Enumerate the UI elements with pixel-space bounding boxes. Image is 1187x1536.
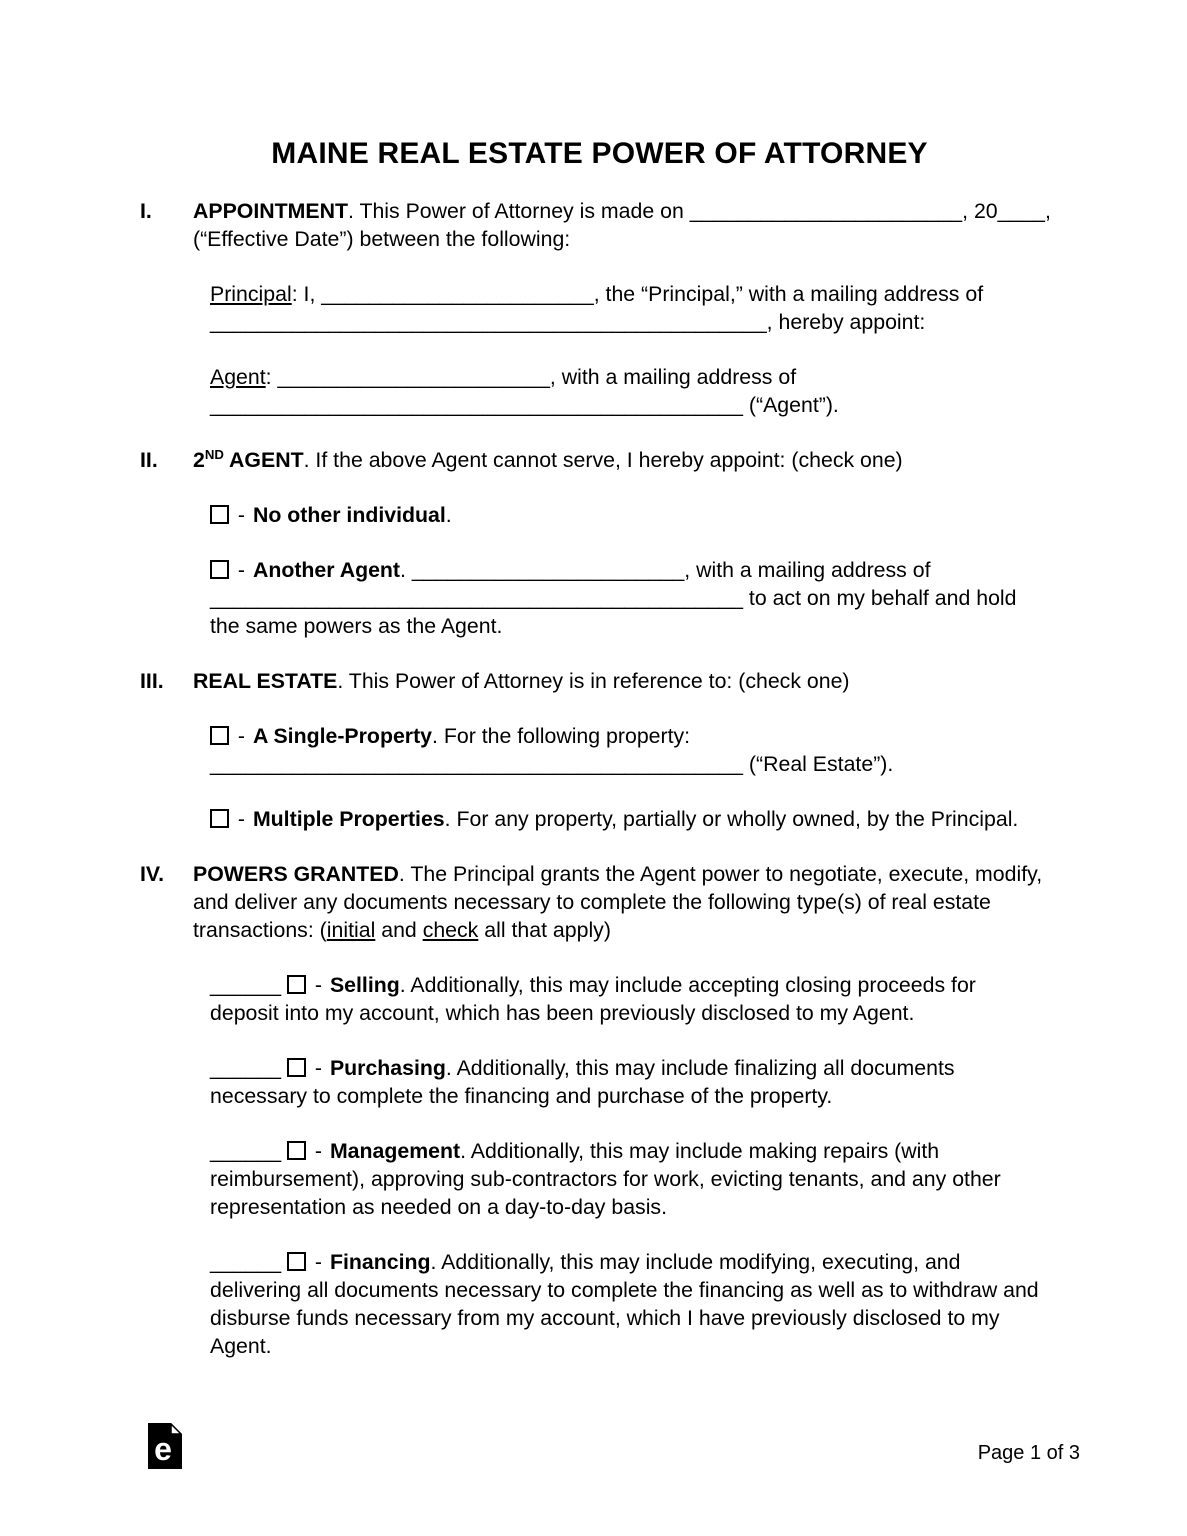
- initial-underlined-word: initial: [326, 918, 376, 942]
- power-item-selling: [210, 971, 1048, 1027]
- option-label: Multiple Properties: [252, 807, 445, 831]
- section-label: APPOINTMENT: [193, 199, 348, 223]
- section-second-agent: [140, 446, 1059, 667]
- powers-text: all that apply): [478, 918, 611, 942]
- option-label: A Single-Property: [252, 724, 433, 748]
- checkbox-icon[interactable]: [210, 505, 229, 524]
- section-label: 2: [193, 448, 205, 472]
- section-numeral: IV.: [140, 862, 165, 886]
- option-text: . Additionally, this may include accepting closing proceeds for deposit into my account, which has been previously disclosed to my Agent.: [210, 973, 976, 1025]
- option-label: Financing: [329, 1250, 431, 1274]
- section-label: REAL ESTATE: [193, 669, 338, 693]
- option-label: Management: [329, 1139, 461, 1163]
- agent-text: : _______________________, with a mailing address of _____________________________________________ (“Agent”).: [210, 365, 839, 417]
- second-agent-heading: [193, 446, 1059, 474]
- second-agent-text: . If the above Agent cannot serve, I hereby appoint: (check one): [303, 448, 903, 472]
- checkbox-icon[interactable]: [287, 975, 306, 994]
- checkbox-icon[interactable]: [287, 1252, 306, 1271]
- section-label: POWERS GRANTED: [193, 862, 399, 886]
- real-estate-text: . This Power of Attorney is in reference to: (check one): [337, 669, 850, 693]
- option-text: . Additionally, this may include making repairs (with reimbursement), approving sub-contractors for work, evicting tenants, and any other representation as needed on a day-to-day basis.: [210, 1139, 1001, 1219]
- powers-granted-heading: [193, 860, 1059, 944]
- powers-text: and: [375, 918, 423, 942]
- power-item-purchasing: [210, 1054, 1048, 1110]
- ordinal-suffix: ND: [204, 446, 224, 462]
- dash-separator: -: [237, 503, 246, 527]
- initials-blank-field[interactable]: ______: [210, 1250, 282, 1274]
- dash-separator: -: [314, 1250, 323, 1274]
- appointment-text: . This Power of Attorney is made on _______________________, 20____, (“Effective Date”) between the following:: [193, 199, 1051, 251]
- option-label: No other individual: [252, 503, 446, 527]
- dash-separator: -: [314, 973, 323, 997]
- initials-blank-field[interactable]: ______: [210, 1139, 282, 1163]
- appointment-heading: [193, 197, 1059, 253]
- checkbox-icon[interactable]: [287, 1058, 306, 1077]
- agent-term: Agent: [210, 365, 266, 389]
- dash-separator: -: [314, 1139, 323, 1163]
- option-no-other-individual: [210, 501, 1048, 529]
- option-label: Another Agent: [252, 558, 401, 582]
- dash-separator: -: [237, 807, 246, 831]
- option-text: .: [445, 503, 452, 527]
- real-estate-heading: [193, 667, 1059, 695]
- initials-blank-field[interactable]: ______: [210, 973, 282, 997]
- option-text: . Additionally, this may include finalizing all documents necessary to complete the financing and purchase of the property.: [210, 1056, 955, 1108]
- section-numeral: III.: [140, 669, 164, 693]
- option-text: . For any property, partially or wholly owned, by the Principal.: [444, 807, 1019, 831]
- dash-separator: -: [237, 558, 246, 582]
- option-text: . For the following property: _____________________________________________ (“Real Estate”).: [210, 724, 894, 776]
- paragraph-agent: [210, 363, 1048, 419]
- document-title: MAINE REAL ESTATE POWER OF ATTORNEY: [271, 137, 928, 170]
- power-item-financing: [210, 1248, 1048, 1360]
- option-label: Purchasing: [329, 1056, 446, 1080]
- principal-text: : I, _______________________, the “Principal,” with a mailing address of _______________________________________________, hereby appoint:: [210, 282, 984, 334]
- dash-separator: -: [314, 1056, 323, 1080]
- page-number-label: Page 1 of 3: [977, 1442, 1080, 1464]
- option-multiple-properties: [210, 805, 1048, 833]
- section-real-estate: [140, 667, 1059, 860]
- checkbox-icon[interactable]: [210, 726, 229, 745]
- checkbox-icon[interactable]: [210, 560, 229, 579]
- initials-blank-field[interactable]: ______: [210, 1056, 282, 1080]
- eforms-logo-icon: [148, 1423, 182, 1469]
- option-text: . _______________________, with a mailing address of _____________________________________________ to act on my behalf and hold the same powers as the Agent.: [210, 558, 1017, 638]
- section-numeral: II.: [140, 448, 158, 472]
- option-text: . Additionally, this may include modifying, executing, and delivering all documents necessary to complete the financing as well as to withdraw and disburse funds necessary from my account, which I have previously disclosed to my Agent.: [210, 1250, 1039, 1358]
- dash-separator: -: [237, 724, 246, 748]
- option-single-property: [210, 722, 1048, 778]
- paragraph-principal: [210, 280, 1048, 336]
- section-powers-granted: [140, 860, 1059, 1387]
- checkbox-icon[interactable]: [287, 1141, 306, 1160]
- check-underlined-word: check: [422, 918, 479, 942]
- option-another-agent: [210, 556, 1048, 640]
- checkbox-icon[interactable]: [210, 809, 229, 828]
- powers-text: . The Principal grants the Agent power to negotiate, execute, modify, and deliver any documents necessary to complete the following type(s) of real estate transactions: (: [193, 862, 1043, 942]
- section-numeral: I.: [140, 199, 152, 223]
- power-item-management: [210, 1137, 1048, 1221]
- logo-letter: e: [154, 1431, 172, 1467]
- option-label: Selling: [329, 973, 400, 997]
- principal-term: Principal: [210, 282, 292, 306]
- section-label: AGENT: [223, 448, 304, 472]
- section-appointment: [140, 197, 1059, 446]
